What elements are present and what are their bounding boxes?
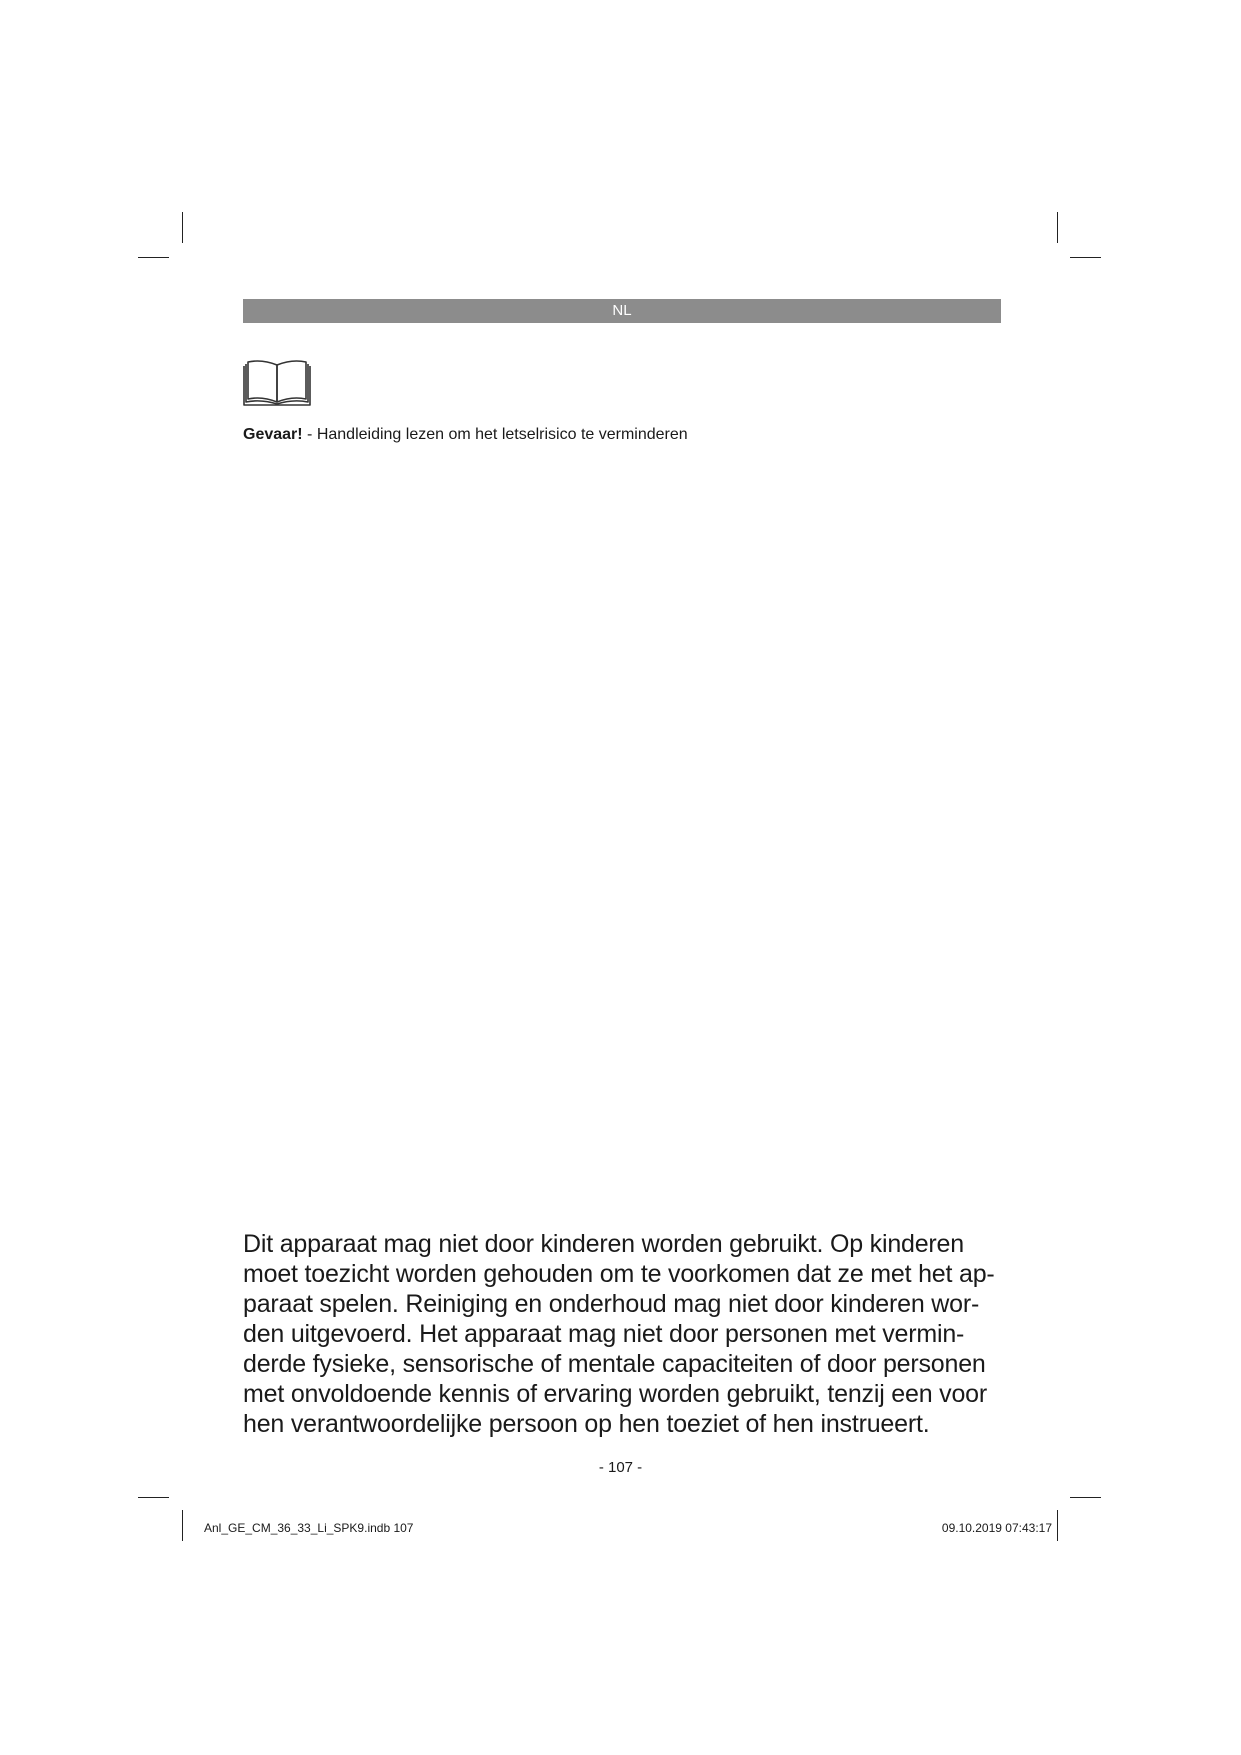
page-number: - 107 -: [598, 1459, 643, 1476]
language-code: NL: [612, 302, 632, 319]
paragraph-line: paraat spelen. Reiniging en onderhoud mag niet door kinderen wor-: [243, 1290, 980, 1318]
warning-text: [243, 425, 688, 445]
paragraph-line: Dit apparaat mag niet door kinderen worden gebruikt. Op kinderen: [243, 1230, 964, 1258]
paragraph-line: met onvoldoende kennis of ervaring worden gebruikt, tenzij een voor: [243, 1380, 987, 1408]
crop-mark-bottom-right-vertical: [1057, 1510, 1058, 1541]
crop-mark-top-right-vertical: [1057, 212, 1058, 243]
safety-paragraph: [243, 1229, 1003, 1439]
warning-label: Gevaar!: [243, 426, 303, 443]
paragraph-line: derde fysieke, sensorische of mentale capaciteiten of door personen: [243, 1350, 986, 1378]
warning-description: - Handleiding lezen om het letselrisico te verminderen: [302, 426, 688, 443]
crop-mark-bottom-right-horizontal: [1070, 1497, 1101, 1498]
file-slug: Anl_GE_CM_36_33_Li_SPK9.indb 107: [204, 1521, 414, 1535]
crop-mark-top-left-horizontal: [138, 257, 169, 258]
paragraph-line: hen verantwoordelijke persoon op hen toeziet of hen instrueert.: [243, 1410, 930, 1438]
crop-mark-bottom-left-horizontal: [138, 1497, 169, 1498]
crop-mark-top-right-horizontal: [1070, 257, 1101, 258]
paragraph-line: den uitgevoerd. Het apparaat mag niet door personen met vermin-: [243, 1320, 965, 1348]
book-icon: [242, 358, 312, 408]
crop-mark-bottom-left-vertical: [182, 1510, 183, 1541]
crop-mark-top-left-vertical: [182, 212, 183, 243]
language-header-bar: [243, 299, 1001, 323]
print-timestamp: 09.10.2019 07:43:17: [941, 1521, 1052, 1535]
paragraph-line: moet toezicht worden gehouden om te voorkomen dat ze met het ap-: [243, 1260, 995, 1288]
